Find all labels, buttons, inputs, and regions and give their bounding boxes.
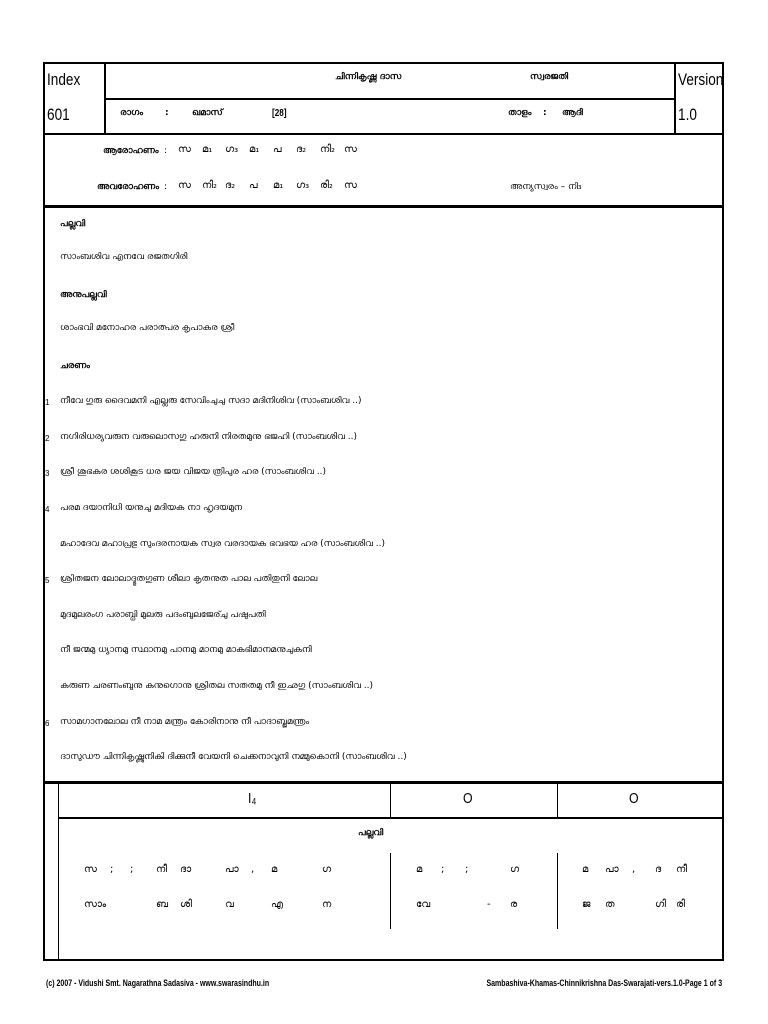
charanam-number: 1 — [45, 398, 50, 407]
arohanam-note: സ — [178, 144, 191, 155]
notation-inner-left — [58, 784, 59, 960]
avarohanam-note: സ — [178, 180, 191, 191]
arohanam-note: പ — [273, 144, 282, 155]
arohanam-note: ദ₂ — [296, 144, 307, 155]
scales-bottom-rule — [43, 205, 724, 208]
swara-note: ദ — [655, 864, 662, 875]
index-value: 601 — [47, 105, 70, 124]
arohanam-label: ആരോഹണം — [103, 146, 159, 156]
sahitya-syllable: - — [487, 899, 491, 910]
charanam-line: മുദമുലരംഗ പരാബ്ധി മുലരു പദംബുലജേര്ചു പഷുപതി — [60, 610, 266, 620]
outer-border-right — [722, 62, 724, 960]
avarohanam-note: നി₂ — [202, 180, 218, 191]
charanam-number: 2 — [45, 434, 50, 443]
sahitya-syllable: സാം — [84, 899, 107, 910]
tala-colon: : — [543, 108, 547, 118]
notation-divider-row-1 — [390, 853, 391, 929]
swara-note: ഗ — [510, 864, 520, 875]
swara-note: ; — [465, 864, 469, 875]
charanam-line: ദാസുഡൗ ചിന്നികൃഷ്ണുനികി ദിക്കുനീ വേയനി ചെക്കനാവുനി നമ്മുകൊനി (സാംബശിവ ..) — [60, 752, 407, 762]
notation-divider-2 — [557, 784, 558, 818]
sahitya-syllable: ര — [510, 899, 518, 910]
composer-name: ചിന്നികൃഷ്ണ ദാസ — [335, 72, 402, 82]
swara-note: സ — [84, 864, 97, 875]
swara-note: നീ — [156, 864, 168, 875]
version-value: 1.0 — [678, 105, 697, 124]
drutam-symbol: O — [629, 790, 639, 807]
charanam-line: നീ ജന്മമു ധ്യാനമു സ്ഥാനമു പാനമു മാനമു മാകഭിമാനമനുചുകനി — [60, 645, 312, 655]
raga-name: ഖമാസ് — [192, 108, 223, 118]
index-label: Index — [47, 70, 81, 89]
avarohanam-note: പ — [249, 180, 258, 191]
swara-note: , — [632, 864, 636, 875]
tala-name: ആദി — [562, 108, 583, 118]
header-bottom-rule — [43, 133, 724, 135]
swara-note: പാ — [605, 864, 619, 875]
charanam-heading: ചരണം — [60, 361, 90, 371]
charanam-number: 4 — [45, 505, 50, 514]
anupallavi-line: ശാംഭവി മനോഹര പരാത്പര കൃപാകര ശ്രീ — [60, 323, 235, 333]
avarohanam-note: സ — [344, 180, 357, 191]
version-label: Version — [678, 70, 724, 89]
charanam-line: പരമ ദയാനിധി യനുചു മദിയക നാ ഹൃദയമുന — [60, 503, 243, 513]
swara-note: പാ — [225, 864, 239, 875]
swara-note: മ — [416, 864, 423, 875]
lyrics-bottom-rule — [43, 781, 724, 784]
charanam-number: 3 — [45, 469, 50, 478]
raga-colon: : — [165, 108, 169, 118]
charanam-line: സാമഗാനലോല നീ നാമ മന്ത്രം കോരിനാനു നീ പാദാബ്ജമന്ത്രം — [60, 717, 310, 727]
raga-number: [28] — [272, 108, 287, 119]
notation-section-heading: പല്ലവി — [358, 828, 384, 838]
avarohanam-note: ദ₂ — [225, 180, 236, 191]
anupallavi-heading: അനുപല്ലവി — [60, 290, 107, 300]
charanam-line: ശ്രീ ശുഭകര ശശികൂട ധര ജയ വിജയ ത്രിപുര ഹര (സാംബശിവ ..) — [60, 467, 327, 477]
raga-label: രാഗം — [120, 108, 143, 118]
charanam-line: നീവേ ഗുരു ദൈവമനി എല്ലരു സേവിംചുചു സദാ മദിനിശിവ (സാംബശിവ ..) — [60, 396, 362, 406]
avarohanam-colon: : — [164, 182, 168, 192]
sahitya-syllable: രി — [676, 899, 685, 910]
composition-form: സ്വരജതി — [530, 72, 569, 82]
anyaswaram-text: അന്യസ്വരം – നി₃ — [510, 182, 582, 192]
swara-note: ; — [441, 864, 445, 875]
swara-note: ദാ — [180, 864, 192, 875]
charanam-number: 6 — [45, 719, 50, 728]
sahitya-syllable: വ — [225, 899, 234, 910]
pallavi-heading: പല്ലവി — [60, 219, 86, 229]
notation-divider-1 — [390, 784, 391, 818]
sahitya-syllable: ജ — [582, 899, 591, 910]
swara-note: ; — [130, 864, 134, 875]
laghu-symbol: I₄ — [248, 790, 257, 807]
avarohanam-label: അവരോഹണം — [97, 182, 159, 192]
sahitya-syllable: ശി — [180, 899, 192, 910]
arohanam-colon: : — [164, 146, 168, 156]
avarohanam-note: ഗ₃ — [296, 180, 310, 191]
swara-note: , — [251, 864, 255, 875]
swara-note: നീ — [676, 864, 688, 875]
arohanam-note: നി₂ — [320, 144, 336, 155]
charanam-number: 5 — [45, 576, 50, 585]
swara-note: ഗ — [322, 864, 332, 875]
arohanam-note: ഗ₃ — [225, 144, 239, 155]
sahitya-syllable: വേ — [416, 899, 431, 910]
charanam-line: ശ്രിതജന ലോലാദ്ഭുതഗുണ ശീലാ കൃതനുത പാല പതിതുനി ലോല — [60, 574, 318, 584]
avarohanam-note: രി₂ — [320, 180, 333, 191]
outer-border-top — [43, 62, 724, 64]
avarohanam-note: മ₁ — [273, 180, 284, 191]
swara-note: ; — [110, 864, 114, 875]
swara-note: മ — [271, 864, 278, 875]
charanam-line: മഹാദേവ മഹാപ്രഭു സുംദരനായക സ്വര വരദായക ഭവഭയ ഹര (സാംബശിവ ..) — [60, 539, 386, 549]
sahitya-syllable: ഗി — [655, 899, 666, 910]
pallavi-line: സാംബശിവ എനവേ രജതഗിരി — [60, 252, 188, 262]
sahitya-syllable: ത — [605, 899, 615, 910]
tala-label: താളം — [508, 108, 532, 118]
sahitya-syllable: ബ — [156, 899, 169, 910]
arohanam-note: മ₁ — [202, 144, 213, 155]
charanam-line: നഗിരിധര്യവരുന വരുലൊസഗു ഹരുനി നിരതമുനു ഭജഹി (സാംബശിവ ..) — [60, 432, 358, 442]
arohanam-note: സ — [344, 144, 357, 155]
outer-border-bottom — [43, 959, 724, 961]
footer-copyright: (c) 2007 - Vidushi Smt. Nagarathna Sadasiva - www.swarasindhu.in — [46, 978, 270, 988]
sahitya-syllable: ന — [322, 899, 332, 910]
header-mid-rule — [104, 98, 675, 100]
charanam-line: കരുണ ചരണംബുനു കനുഗൊനു ശ്രിതല സതതമു നീ ഇഛഗു (സാംബശിവ ..) — [60, 681, 373, 691]
notation-divider-row-2 — [557, 853, 558, 929]
sahitya-syllable: എ — [271, 899, 284, 910]
footer-page-info: Sambashiva-Khamas-Chinnikrishna Das-Swarajati-vers.1.0-Page 1 of 3 — [486, 978, 722, 988]
arohanam-note: മ₁ — [249, 144, 260, 155]
drutam-symbol: O — [463, 790, 473, 807]
swara-note: മ — [582, 864, 589, 875]
